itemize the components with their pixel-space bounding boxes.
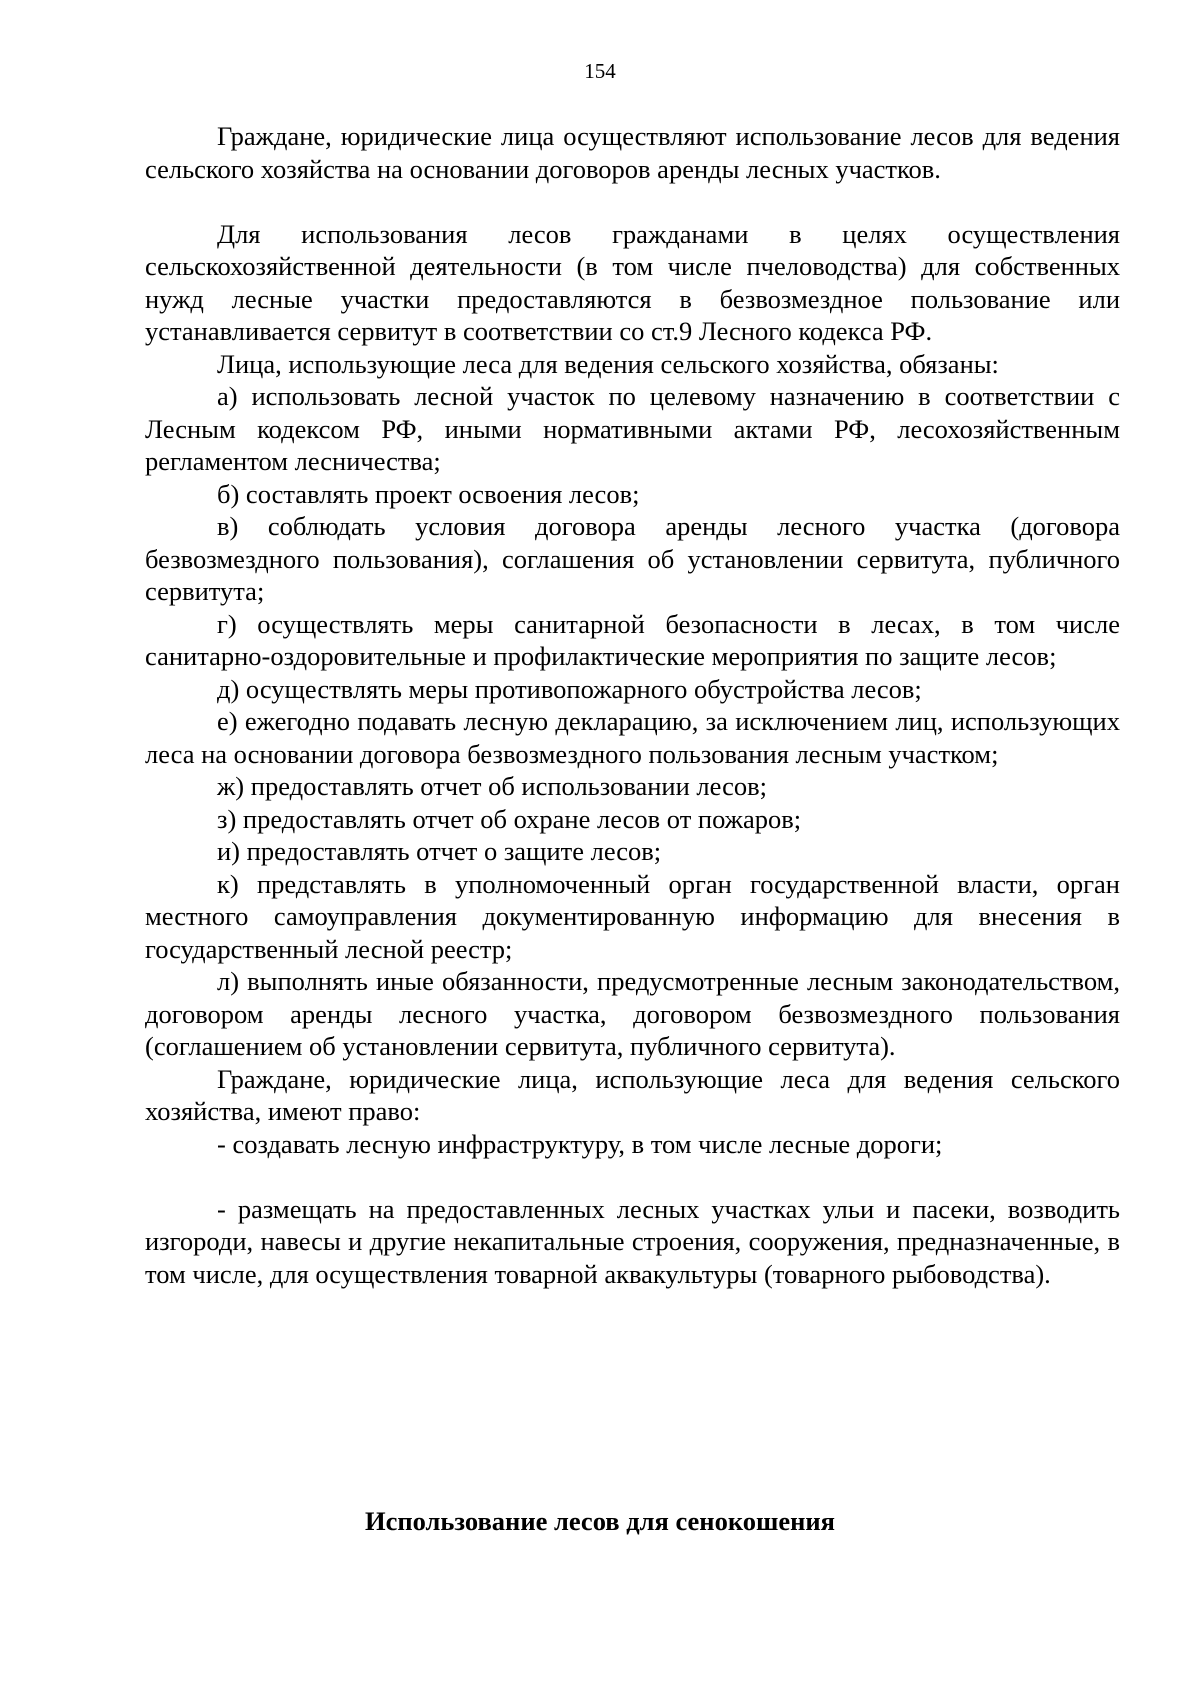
list-item: в) соблюдать условия договора аренды лесного участка (договора безвозмездного пользования), соглашения об установлении сервитута, публичного сервитута; — [145, 511, 1120, 606]
list-item: г) осуществлять меры санитарной безопасности в лесах, в том числе санитарно-оздоровительные и профилактические мероприятия по защите лесов; — [145, 608, 1120, 671]
paragraph-gap — [145, 1160, 1120, 1193]
list-item: и) предоставлять отчет о защите лесов; — [217, 836, 662, 866]
list-item: б) составлять проект освоения лесов; — [217, 478, 640, 509]
list-item: д) осуществлять меры противопожарного обустройства лесов; — [217, 673, 922, 704]
list-item: к) представлять в уполномоченный орган государственной власти, орган местного самоуправления документированную информацию для внесения в государственный лесной реестр; — [145, 868, 1120, 964]
list-item: - размещать на предоставленных лесных участках ульи и пасеки, возводить изгороди, навесы и другие некапитальные строения, сооружения, предназначенные, в том числе, для осуществления товарной аквакультуры (товарного рыбоводства). — [145, 1193, 1120, 1289]
page-number: 154 — [584, 59, 616, 83]
section-heading: Использование лесов для сенокошения — [364, 1506, 835, 1536]
paragraph: Для использования лесов гражданами в целях осуществления сельскохозяйственной деятельности (в том числе пчеловодства) для собственных нужд лесные участки предоставляются в безвозмездное пользование или устанавливается сервитут в соответствии со ст.9 Лесного кодекса РФ. — [145, 218, 1120, 346]
paragraph: Граждане, юридические лица осуществляют использование лесов для ведения сельского хозяйства на основании договоров аренды лесных участков. — [145, 121, 1120, 184]
paragraph: Лица, использующие леса для ведения сельского хозяйства, обязаны: — [217, 348, 999, 379]
body-text — [145, 120, 1120, 1290]
list-item: - создавать лесную инфраструктуру, в том числе лесные дороги; — [217, 1128, 943, 1159]
list-item: л) выполнять иные обязанности, предусмотренные лесным законодательством, договором аренды лесного участка, договором безвозмездного пользования (соглашением об установлении сервитута, публичного сервитута). — [145, 966, 1120, 1061]
list-item: е) ежегодно подавать лесную декларацию, за исключением лиц, использующих леса на основании договора безвозмездного пользования лесным участком; — [145, 706, 1120, 769]
list-item: з) предоставлять отчет об охране лесов от пожаров; — [217, 803, 802, 834]
paragraph: Граждане, юридические лица, использующие леса для ведения сельского хозяйства, имеют право: — [145, 1063, 1120, 1126]
list-item: ж) предоставлять отчет об использовании лесов; — [217, 771, 767, 801]
list-item: а) использовать лесной участок по целевому назначению в соответствии с Лесным кодексом РФ, иными нормативными актами РФ, лесохозяйственным регламентом лесничества; — [145, 381, 1120, 476]
paragraph-gap — [145, 185, 1120, 218]
